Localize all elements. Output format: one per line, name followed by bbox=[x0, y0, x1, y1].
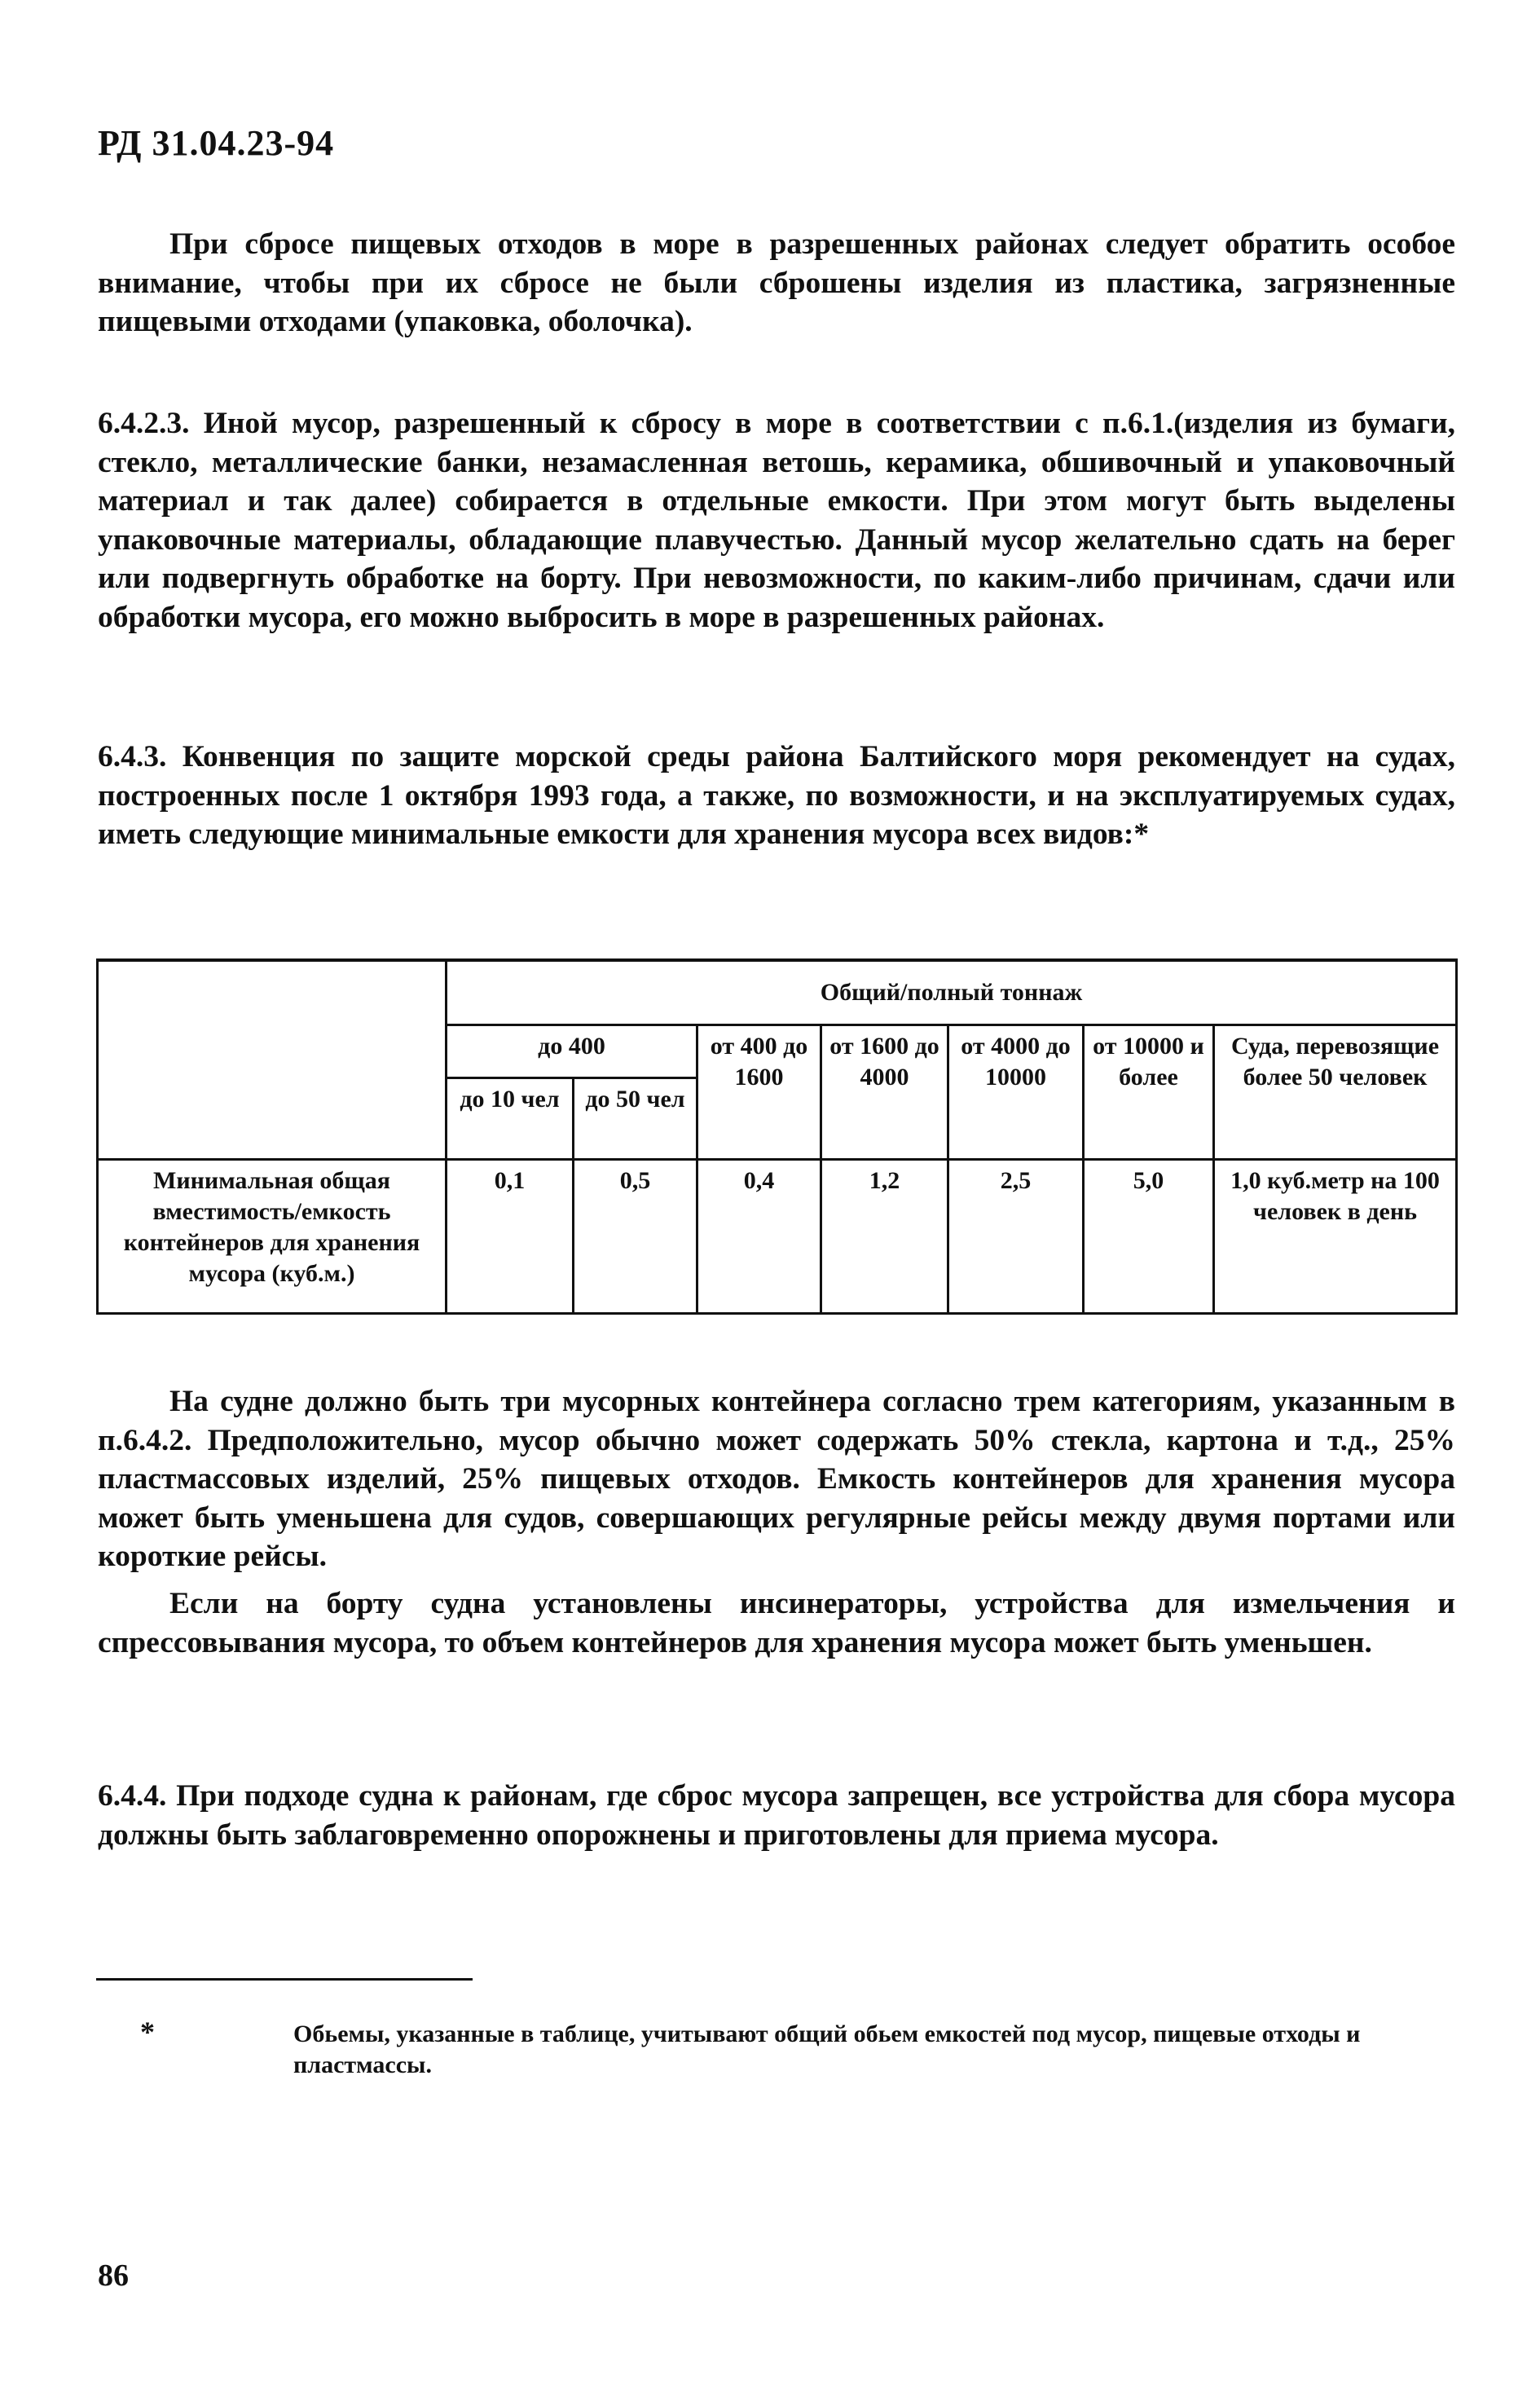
footnote-rule bbox=[96, 1978, 473, 1981]
footnote-mark: * bbox=[140, 2016, 155, 2048]
col-upto-50-persons: до 50 чел bbox=[574, 1077, 697, 1159]
col-4000-10000: от 4000 до 10000 bbox=[948, 1025, 1084, 1160]
tonnage-header: Общий/полный тоннаж bbox=[447, 960, 1457, 1025]
value-cell: 2,5 bbox=[948, 1159, 1084, 1313]
footnote-text: Обьемы, указанные в таблице, учитывают общий обьем емкостей под мусор, пищевые отходы и пластмассы. bbox=[293, 2020, 1361, 2078]
col-400-1600: от 400 до 1600 bbox=[697, 1025, 821, 1160]
value-cell: 1,2 bbox=[821, 1159, 948, 1313]
value-cell: 0,5 bbox=[574, 1159, 697, 1313]
paragraph-6-4-4 bbox=[98, 1777, 1455, 1854]
garbage-capacity-table bbox=[96, 958, 1458, 1315]
value-cell: 1,0 куб.метр на 100 человек в день bbox=[1214, 1159, 1457, 1313]
paragraph-6-4-3 bbox=[98, 738, 1455, 854]
group-upto-400: до 400 bbox=[447, 1025, 697, 1077]
value-cell: 5,0 bbox=[1084, 1159, 1214, 1313]
section-number: 6.4.2.3. bbox=[98, 407, 190, 440]
paragraph-three-containers: На судне должно быть три мусорных контейнера согласно трем категориям, указанным в п.6.4.2. Предположительно, мусор обычно может содержать 50% стекла, картона и т.д., 25% пластмассовых изделий, 25% пищевых отходов. Емкость контейнеров для хранения мусора может быть уменьшена для судов, совершающих регулярные рейсы между двумя портами или короткие рейсы. bbox=[98, 1385, 1455, 1573]
col-1600-4000: от 1600 до 4000 bbox=[821, 1025, 948, 1160]
value-cell: 0,1 bbox=[447, 1159, 574, 1313]
row-label-min-capacity: Минимальная общая вместимость/емкость контейнеров для хранения мусора (куб.м.) bbox=[98, 1159, 447, 1313]
document-code: РД 31.04.23-94 bbox=[98, 123, 335, 163]
paragraph-text: При подходе судна к районам, где сброс мусора запрещен, все устройства для сбора мусора должны быть заблаговременно опорожнены и приготовлены для приема мусора. bbox=[98, 1779, 1455, 1852]
section-number: 6.4.4. bbox=[98, 1779, 167, 1813]
paragraph-text: Иной мусор, разрешенный к сбросу в море в соответствии с п.6.1.(изделия из бумаги, стекло, металлические банки, незамасленная ветошь, керамика, обшивочный и упаковочный материал и так далее) собирается в отдельные емкости. При этом могут быть выделены упаковочные материалы, обладающие плавучестью. Данный мусор желательно сдать на берег или подвергнуть обработке на борту. При невозможности, по каким-либо причинам, сдачи или обработки мусора, его можно выбросить в море в разрешенных районах. bbox=[98, 407, 1456, 634]
page-number: 86 bbox=[98, 2258, 129, 2293]
section-number: 6.4.3. bbox=[98, 740, 167, 773]
paragraph-6-4-2-3 bbox=[98, 404, 1455, 637]
value-cell: 0,4 bbox=[697, 1159, 821, 1313]
table-corner-cell bbox=[98, 960, 447, 1159]
paragraph-text: Конвенция по защите морской среды района Балтийского моря рекомендует на судах, построенных после 1 октября 1993 года, а также, по возможности, и на эксплуатируемых судах, иметь следующие минимальные емкости для хранения мусора всех видов:* bbox=[98, 740, 1456, 851]
col-upto-10-persons: до 10 чел bbox=[447, 1077, 574, 1159]
paragraph-incinerators: Если на борту судна установлены инсинераторы, устройства для измельчения и спрессовывания мусора, то объем контейнеров для хранения мусора может быть уменьшен. bbox=[98, 1587, 1455, 1659]
col-10000-more: от 10000 и более bbox=[1084, 1025, 1214, 1160]
paragraph-food-waste: При сбросе пищевых отходов в море в разрешенных районах следует обратить особое внимание, чтобы при их сбросе не были сброшены изделия из пластика, загрязненные пищевыми отходами (упаковка, оболочка). bbox=[98, 227, 1455, 338]
col-ships-over-50: Суда, перевозящие более 50 человек bbox=[1214, 1025, 1457, 1160]
